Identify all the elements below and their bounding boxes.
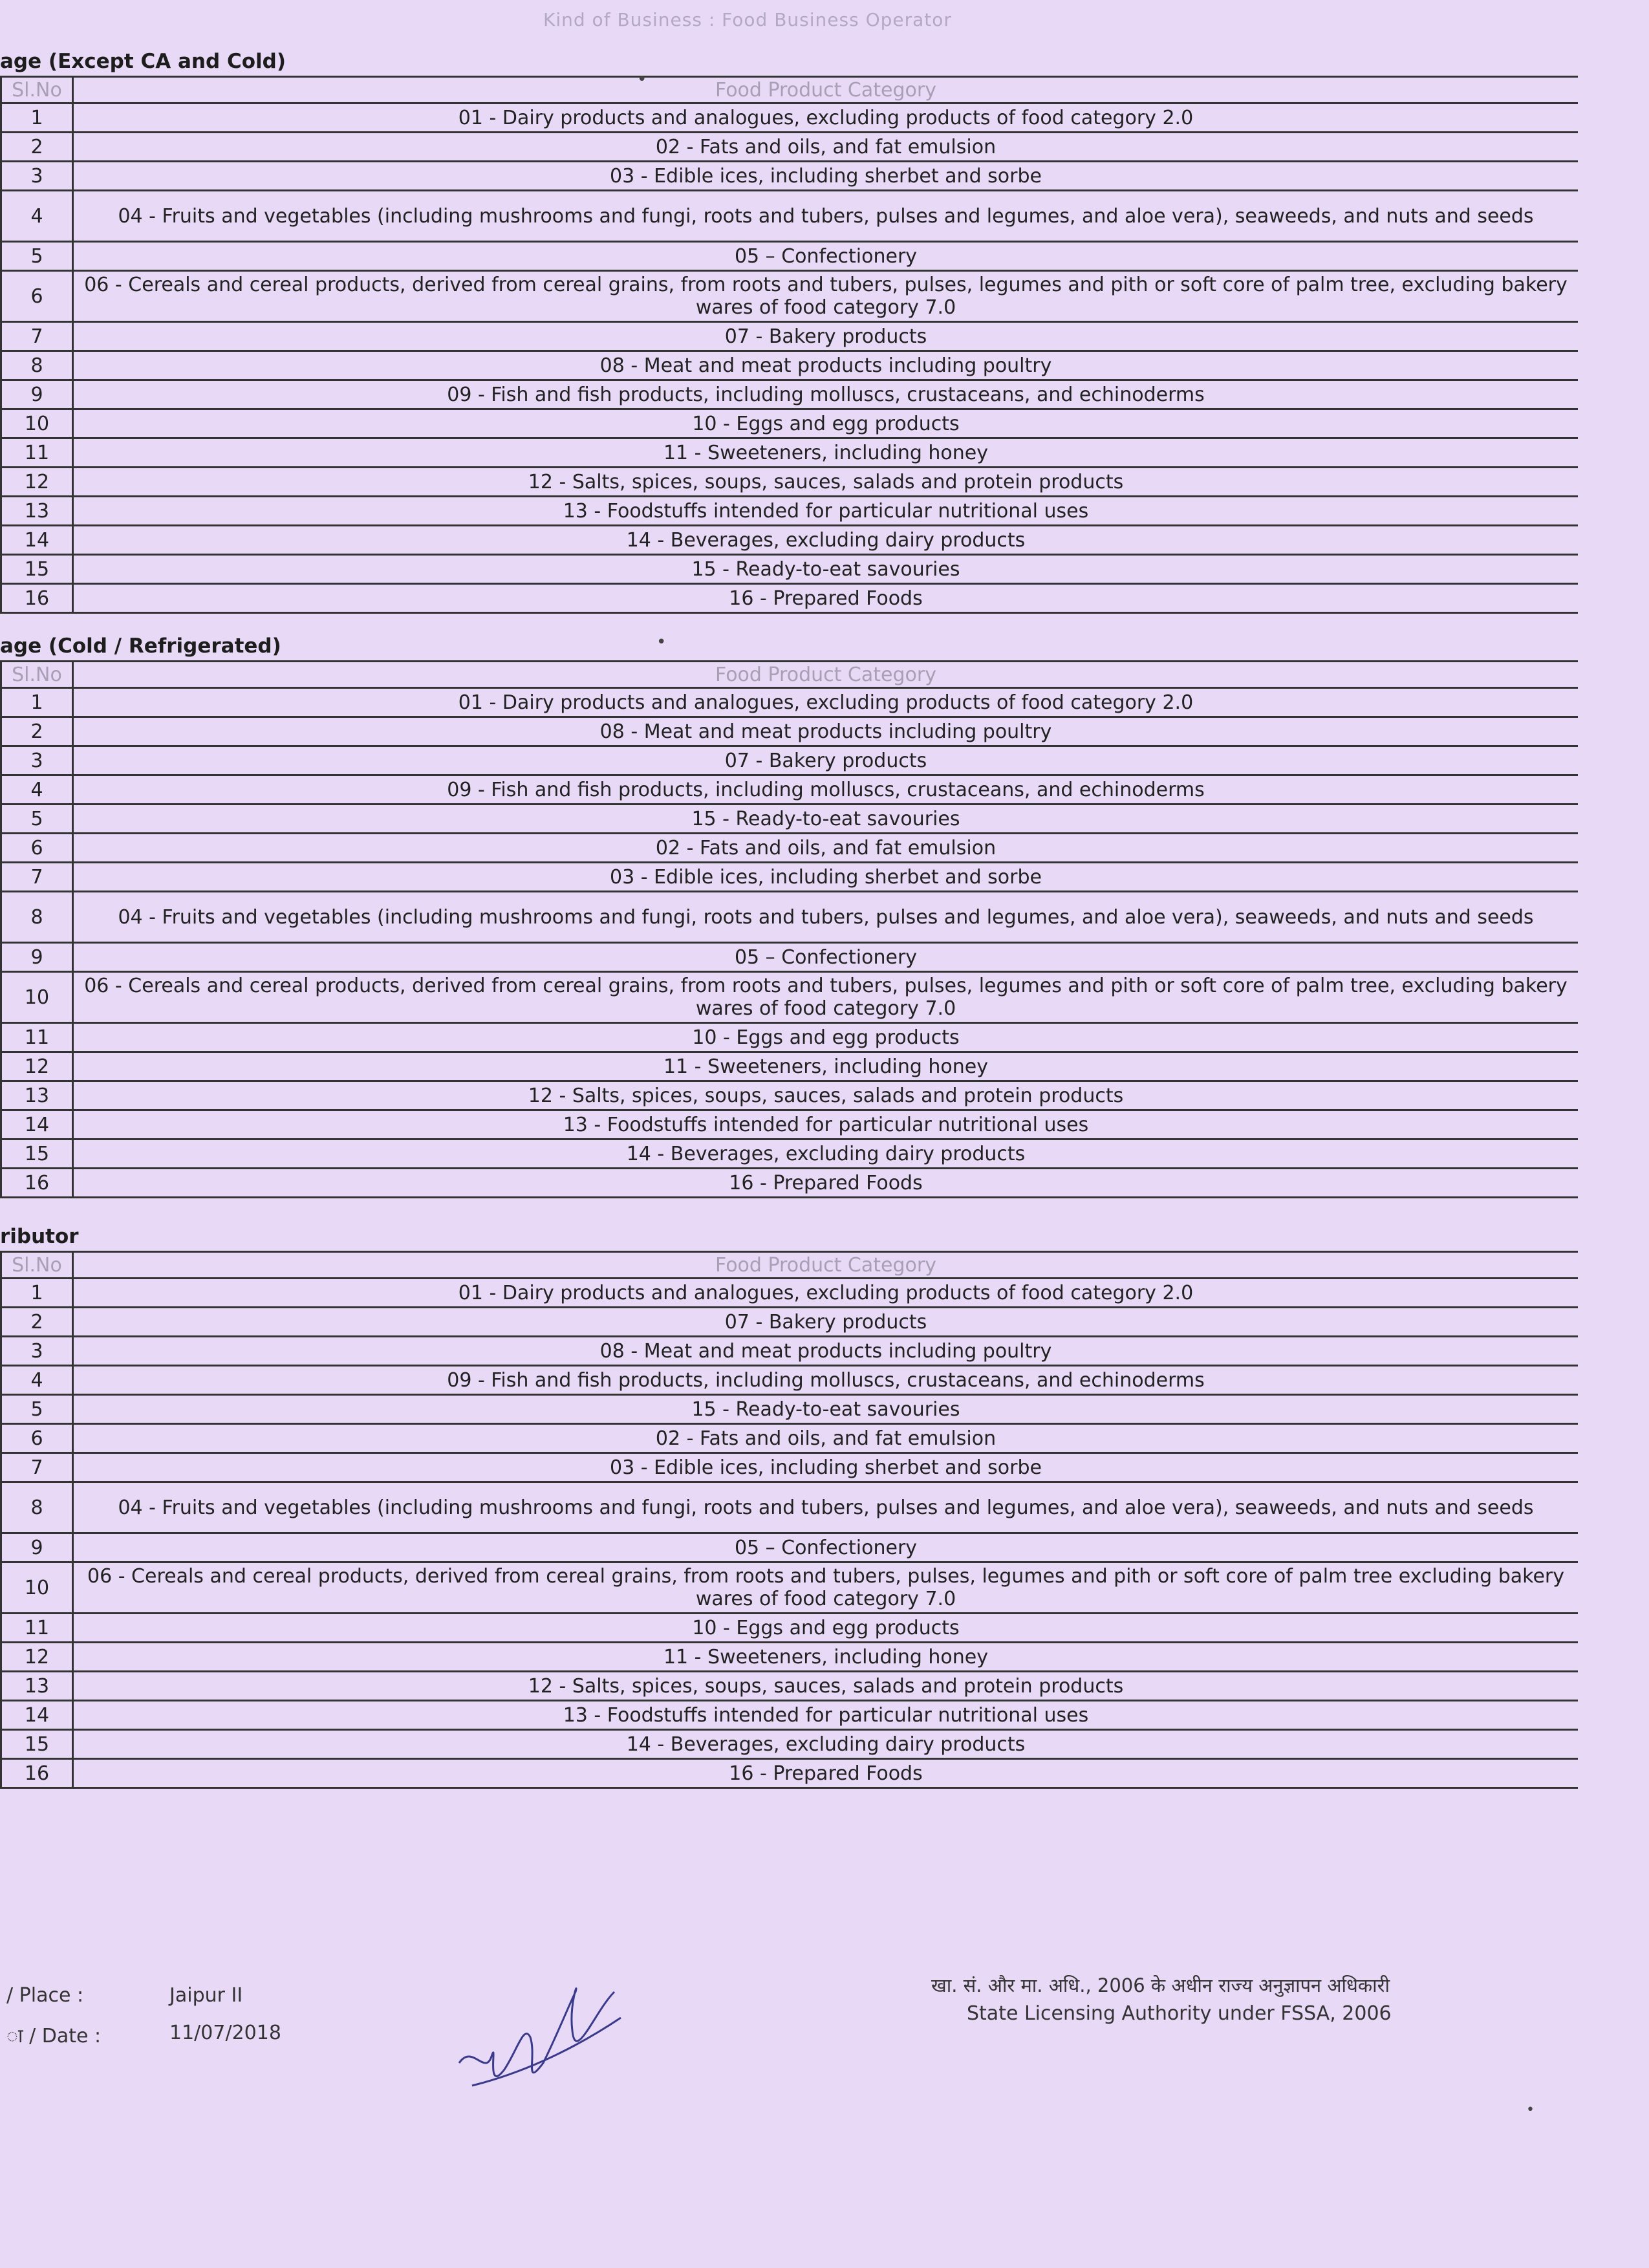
row-category: 07 - Bakery products [73, 746, 1579, 775]
row-category: 09 - Fish and fish products, including molluscs, crustaceans, and echinoderms [73, 775, 1579, 805]
row-category: 12 - Salts, spices, soups, sauces, salads and protein products [73, 1081, 1579, 1110]
col-header-slno: Sl.No [1, 1252, 73, 1279]
row-category: 10 - Eggs and egg products [73, 1614, 1579, 1643]
table-row [1, 1672, 1579, 1701]
row-category: 14 - Beverages, excluding dairy products [73, 526, 1579, 555]
table-row [1, 1614, 1579, 1643]
table-row [1, 892, 1579, 943]
row-slno: 4 [1, 775, 73, 805]
authority-hindi: खा. सं. और मा. अधि., 2006 के अधीन राज्य अनुज्ञापन अधिकारी [931, 1974, 1390, 1996]
table-row [1, 1395, 1579, 1424]
row-slno: 13 [1, 497, 73, 526]
row-category: 05 – Confectionery [73, 242, 1579, 271]
row-slno: 6 [1, 1424, 73, 1453]
row-slno: 3 [1, 1337, 73, 1366]
row-slno: 5 [1, 242, 73, 271]
table-row [1, 103, 1579, 133]
row-slno: 12 [1, 1643, 73, 1672]
row-category: 04 - Fruits and vegetables (including mushrooms and fungi, roots and tubers, pulses and legumes, and aloe vera), seaweeds, and nuts and seeds [73, 892, 1579, 943]
speck: • [1526, 2102, 1535, 2118]
row-category: 03 - Edible ices, including sherbet and sorbe [73, 863, 1579, 892]
row-slno: 6 [1, 271, 73, 322]
row-slno: 15 [1, 555, 73, 584]
table-row [1, 1023, 1579, 1052]
row-slno: 1 [1, 1279, 73, 1308]
table-row [1, 133, 1579, 162]
section-table-3 [0, 1224, 1578, 1789]
table-row [1, 1701, 1579, 1730]
row-slno: 16 [1, 584, 73, 613]
row-slno: 1 [1, 103, 73, 133]
place-label: / Place : [6, 1984, 84, 2007]
section-table-1 [0, 49, 1578, 614]
row-category: 16 - Prepared Foods [73, 584, 1579, 613]
table-row [1, 1052, 1579, 1081]
row-category: 12 - Salts, spices, soups, sauces, salads and protein products [73, 468, 1579, 497]
table-row [1, 409, 1579, 438]
row-category: 10 - Eggs and egg products [73, 409, 1579, 438]
table-row [1, 438, 1579, 468]
row-category: 02 - Fats and oils, and fat emulsion [73, 834, 1579, 863]
table-row [1, 1139, 1579, 1169]
table-row [1, 1169, 1579, 1198]
row-slno: 9 [1, 943, 73, 972]
row-slno: 4 [1, 1366, 73, 1395]
table-row [1, 972, 1579, 1023]
category-table [0, 660, 1578, 1198]
section-table-2 [0, 633, 1578, 1198]
authority-english: State Licensing Authority under FSSA, 2006 [967, 2002, 1392, 2025]
table-row [1, 351, 1579, 380]
row-slno: 14 [1, 526, 73, 555]
row-category: 07 - Bakery products [73, 322, 1579, 351]
row-category: 11 - Sweeteners, including honey [73, 1052, 1579, 1081]
table-row [1, 242, 1579, 271]
table-row [1, 468, 1579, 497]
row-category: 02 - Fats and oils, and fat emulsion [73, 1424, 1579, 1453]
table-row [1, 584, 1579, 613]
row-category: 01 - Dairy products and analogues, excluding products of food category 2.0 [73, 688, 1579, 717]
table-row [1, 1643, 1579, 1672]
table-row [1, 1533, 1579, 1562]
table-row [1, 1424, 1579, 1453]
row-slno: 7 [1, 863, 73, 892]
row-category: 09 - Fish and fish products, including molluscs, crustaceans, and echinoderms [73, 380, 1579, 409]
row-category: 09 - Fish and fish products, including molluscs, crustaceans, and echinoderms [73, 1366, 1579, 1395]
speck: • [637, 70, 647, 89]
table-row [1, 717, 1579, 746]
table-row [1, 191, 1579, 242]
row-slno: 6 [1, 834, 73, 863]
row-category: 03 - Edible ices, including sherbet and sorbe [73, 1453, 1579, 1482]
table-row [1, 1562, 1579, 1614]
row-category: 07 - Bakery products [73, 1308, 1579, 1337]
table-row [1, 1759, 1579, 1788]
table-row [1, 863, 1579, 892]
table-row [1, 1366, 1579, 1395]
row-slno: 9 [1, 1533, 73, 1562]
row-slno: 9 [1, 380, 73, 409]
date-label: ा / Date : [6, 2025, 102, 2047]
row-slno: 11 [1, 438, 73, 468]
row-category: 03 - Edible ices, including sherbet and sorbe [73, 162, 1579, 191]
row-slno: 14 [1, 1701, 73, 1730]
row-category: 01 - Dairy products and analogues, excluding products of food category 2.0 [73, 103, 1579, 133]
row-slno: 7 [1, 322, 73, 351]
row-category: 08 - Meat and meat products including poultry [73, 717, 1579, 746]
table-row [1, 1279, 1579, 1308]
table-row [1, 162, 1579, 191]
table-row [1, 805, 1579, 834]
row-slno: 2 [1, 717, 73, 746]
row-category: 08 - Meat and meat products including poultry [73, 1337, 1579, 1366]
row-category: 10 - Eggs and egg products [73, 1023, 1579, 1052]
table-row [1, 1110, 1579, 1139]
row-category: 15 - Ready-to-eat savouries [73, 555, 1579, 584]
row-category: 06 - Cereals and cereal products, derived from cereal grains, from roots and tubers, pulses, legumes and pith or soft core of palm tree, excluding bakery wares of food category 7.0 [73, 972, 1579, 1023]
table-row [1, 746, 1579, 775]
place-value: Jaipur II [169, 1984, 243, 2007]
row-category: 15 - Ready-to-eat savouries [73, 1395, 1579, 1424]
row-slno: 12 [1, 468, 73, 497]
row-slno: 16 [1, 1169, 73, 1198]
col-header-category: Food Product Category [73, 662, 1579, 688]
category-table [0, 1251, 1578, 1789]
faded-header-text: Kind of Business : Food Business Operator [543, 9, 952, 30]
table-row [1, 1453, 1579, 1482]
row-slno: 16 [1, 1759, 73, 1788]
col-header-slno: Sl.No [1, 77, 73, 103]
col-header-category: Food Product Category [73, 77, 1579, 103]
section-title: age (Cold / Refrigerated) [0, 634, 281, 658]
table-row [1, 497, 1579, 526]
category-table [0, 76, 1578, 614]
row-category: 14 - Beverages, excluding dairy products [73, 1139, 1579, 1169]
row-slno: 2 [1, 133, 73, 162]
row-slno: 11 [1, 1614, 73, 1643]
row-slno: 15 [1, 1730, 73, 1759]
table-row [1, 526, 1579, 555]
row-category: 16 - Prepared Foods [73, 1169, 1579, 1198]
row-slno: 15 [1, 1139, 73, 1169]
table-row [1, 380, 1579, 409]
row-slno: 8 [1, 1482, 73, 1533]
row-slno: 11 [1, 1023, 73, 1052]
table-row [1, 1337, 1579, 1366]
row-category: 06 - Cereals and cereal products, derived from cereal grains, from roots and tubers, pulses, legumes and pith or soft core of palm tree excluding bakery wares of food category 7.0 [73, 1562, 1579, 1614]
table-row [1, 1308, 1579, 1337]
row-category: 13 - Foodstuffs intended for particular nutritional uses [73, 1701, 1579, 1730]
row-category: 13 - Foodstuffs intended for particular nutritional uses [73, 1110, 1579, 1139]
section-title: age (Except CA and Cold) [0, 50, 286, 73]
row-category: 11 - Sweeteners, including honey [73, 1643, 1579, 1672]
row-slno: 8 [1, 892, 73, 943]
col-header-slno: Sl.No [1, 662, 73, 688]
row-category: 15 - Ready-to-eat savouries [73, 805, 1579, 834]
row-slno: 5 [1, 1395, 73, 1424]
signature [446, 1966, 627, 2108]
table-row [1, 555, 1579, 584]
row-category: 06 - Cereals and cereal products, derived from cereal grains, from roots and tubers, pulses, legumes and pith or soft core of palm tree, excluding bakery wares of food category 7.0 [73, 271, 1579, 322]
row-slno: 10 [1, 1562, 73, 1614]
row-slno: 10 [1, 972, 73, 1023]
row-slno: 7 [1, 1453, 73, 1482]
row-slno: 3 [1, 162, 73, 191]
row-slno: 1 [1, 688, 73, 717]
section-title: ributor [0, 1225, 79, 1248]
row-category: 14 - Beverages, excluding dairy products [73, 1730, 1579, 1759]
row-category: 13 - Foodstuffs intended for particular nutritional uses [73, 497, 1579, 526]
row-category: 04 - Fruits and vegetables (including mushrooms and fungi, roots and tubers, pulses and legumes, and aloe vera), seaweeds, and nuts and seeds [73, 191, 1579, 242]
row-category: 05 – Confectionery [73, 943, 1579, 972]
col-header-category: Food Product Category [73, 1252, 1579, 1279]
row-category: 05 – Confectionery [73, 1533, 1579, 1562]
table-row [1, 834, 1579, 863]
row-slno: 8 [1, 351, 73, 380]
row-slno: 3 [1, 746, 73, 775]
table-row [1, 1081, 1579, 1110]
table-row [1, 322, 1579, 351]
row-slno: 10 [1, 409, 73, 438]
row-slno: 14 [1, 1110, 73, 1139]
row-category: 16 - Prepared Foods [73, 1759, 1579, 1788]
table-row [1, 775, 1579, 805]
row-slno: 4 [1, 191, 73, 242]
row-category: 11 - Sweeteners, including honey [73, 438, 1579, 468]
row-slno: 5 [1, 805, 73, 834]
table-row [1, 1730, 1579, 1759]
row-slno: 2 [1, 1308, 73, 1337]
row-category: 02 - Fats and oils, and fat emulsion [73, 133, 1579, 162]
speck: • [656, 632, 667, 652]
row-category: 04 - Fruits and vegetables (including mushrooms and fungi, roots and tubers, pulses and legumes, and aloe vera), seaweeds, and nuts and seeds [73, 1482, 1579, 1533]
row-category: 08 - Meat and meat products including poultry [73, 351, 1579, 380]
row-slno: 13 [1, 1081, 73, 1110]
table-row [1, 271, 1579, 322]
row-slno: 13 [1, 1672, 73, 1701]
date-value: 11/07/2018 [169, 2022, 281, 2044]
table-row [1, 688, 1579, 717]
row-slno: 12 [1, 1052, 73, 1081]
table-row [1, 1482, 1579, 1533]
table-row [1, 943, 1579, 972]
row-category: 12 - Salts, spices, soups, sauces, salads and protein products [73, 1672, 1579, 1701]
row-category: 01 - Dairy products and analogues, excluding products of food category 2.0 [73, 1279, 1579, 1308]
